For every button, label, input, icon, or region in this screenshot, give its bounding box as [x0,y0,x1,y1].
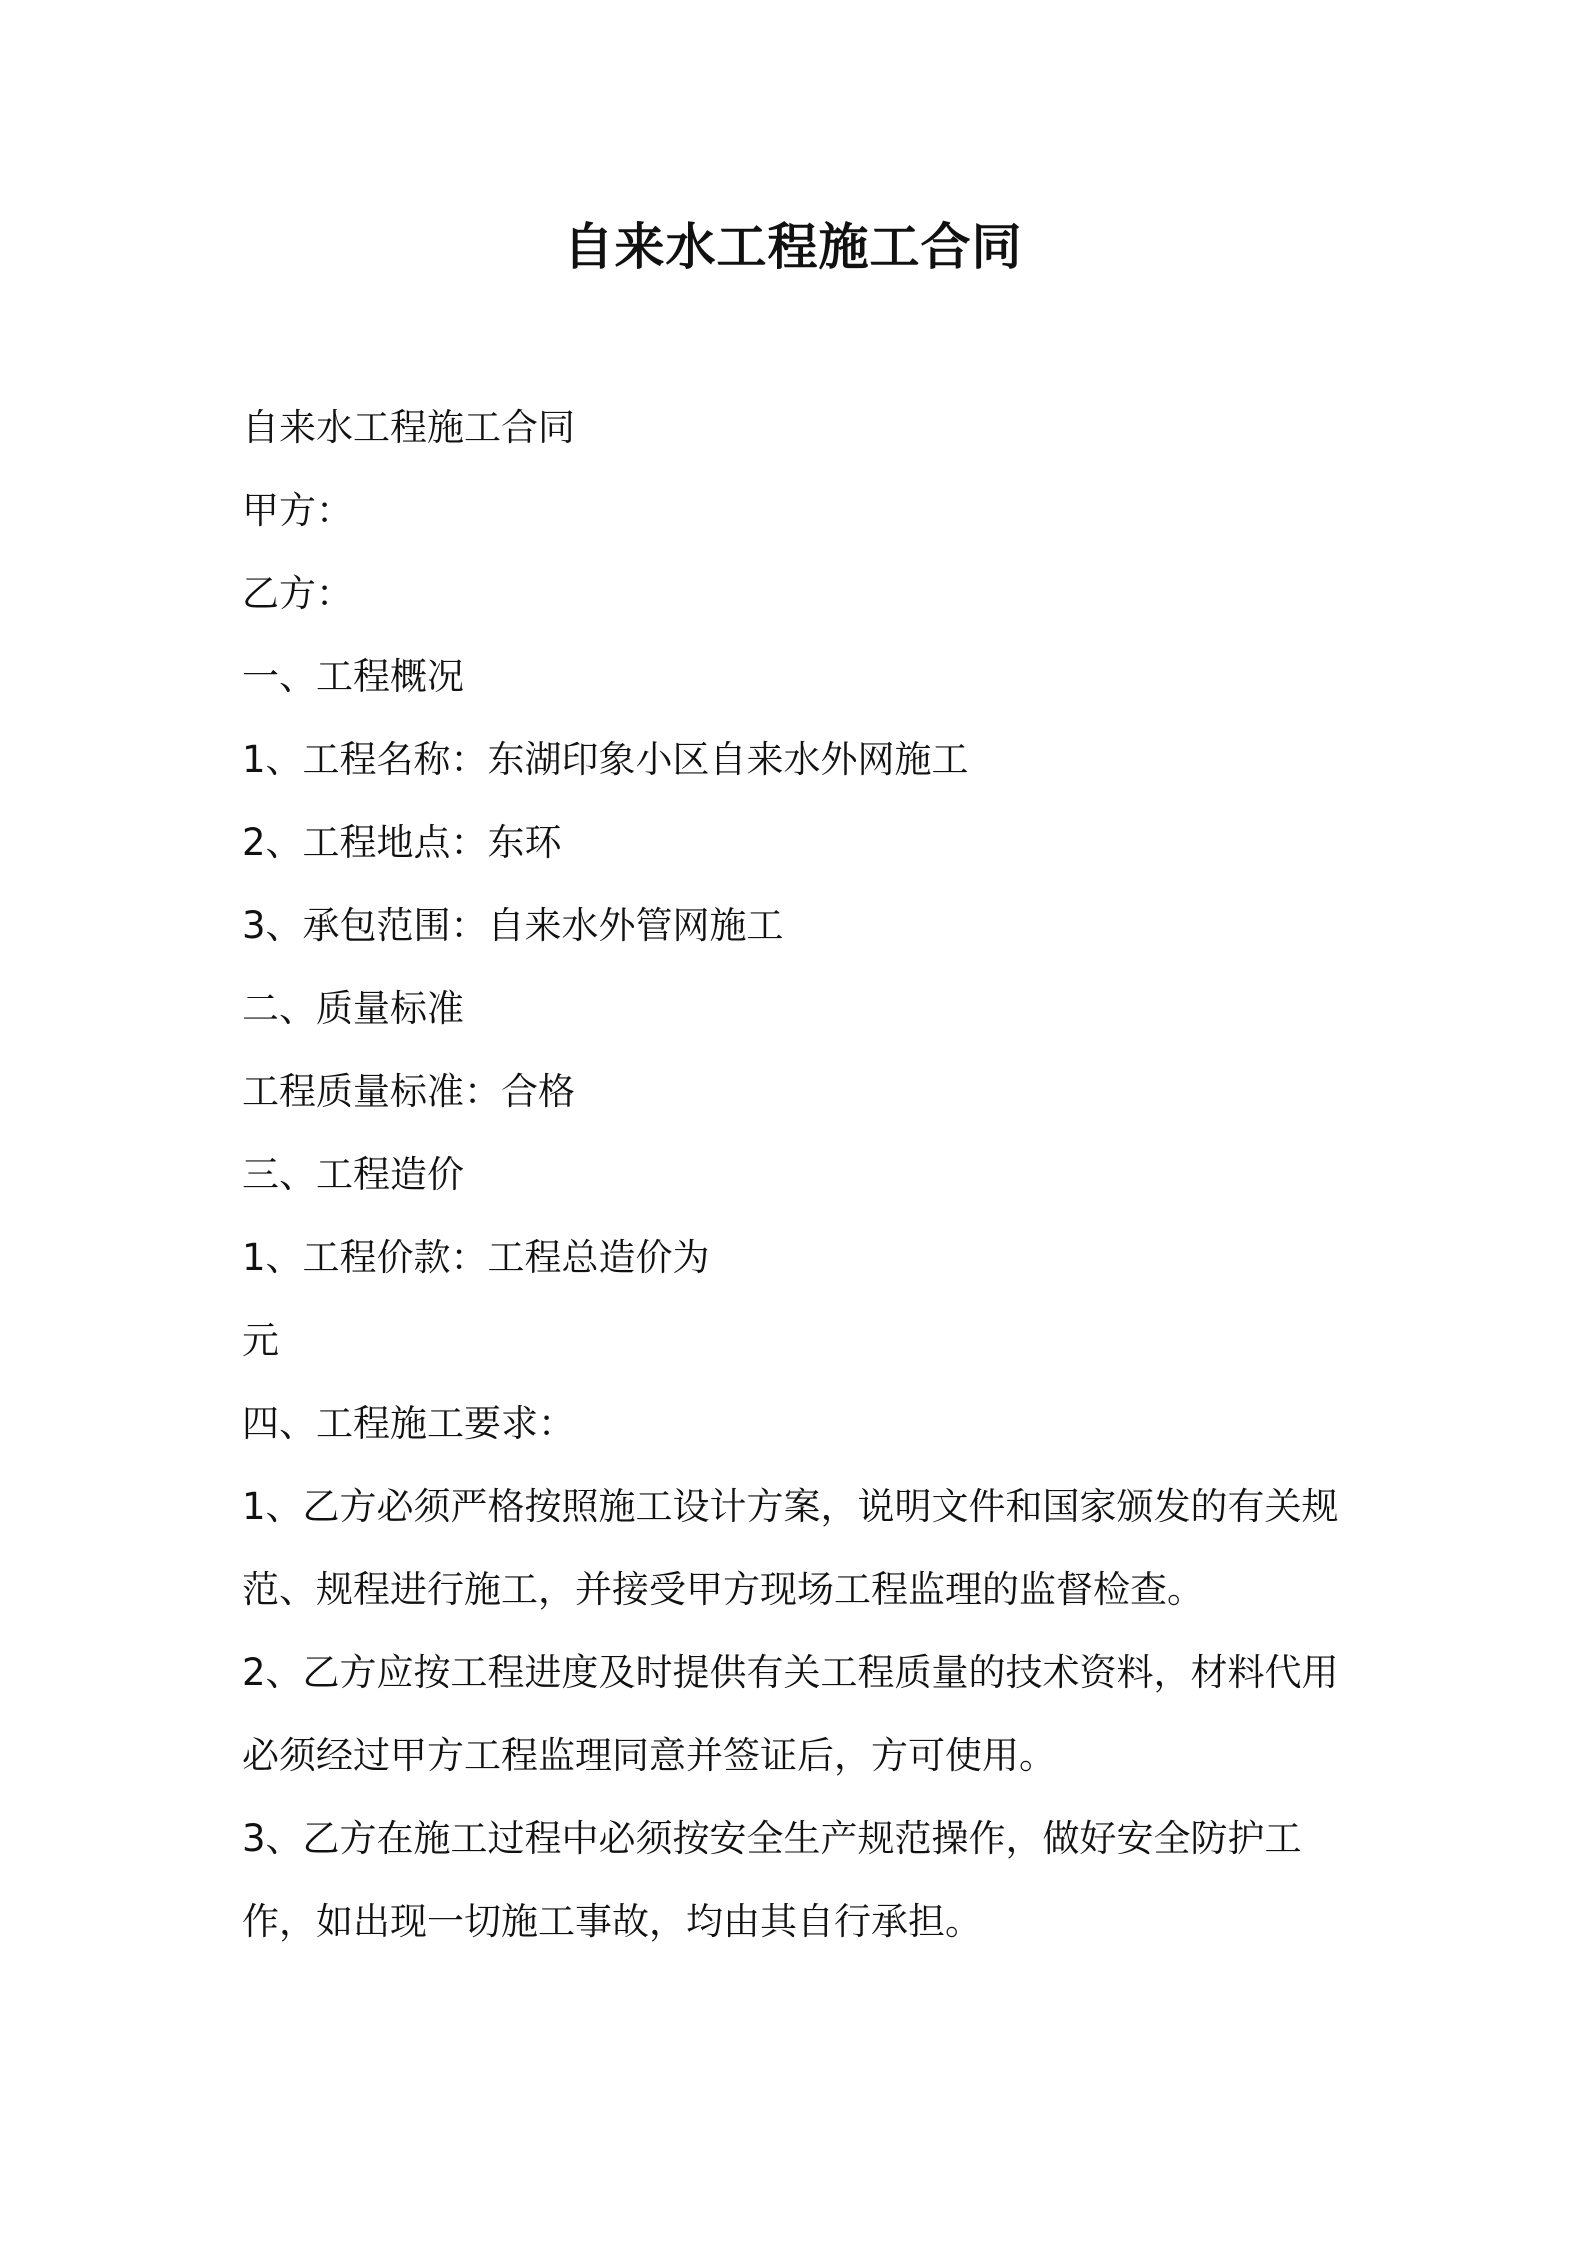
document-body [242,404,1372,1963]
party-a-line: 甲方： [242,489,353,532]
document-title: 自来水工程施工合同 [563,218,1023,276]
section-heading-quality: 二、质量标准 [242,987,464,1030]
quality-standard-line: 工程质量标准：合格 [242,1070,575,1113]
contract-name-line: 自来水工程施工合同 [242,406,575,449]
currency-unit-line: 元 [242,1319,279,1362]
contract-scope-line: 3、承包范围：自来水外管网施工 [242,904,784,947]
project-price-line: 1、工程价款：工程总造价为 [242,1236,710,1279]
section-heading-overview: 一、工程概况 [242,655,464,698]
party-b-line: 乙方： [242,572,353,615]
requirement-paragraph-3: 3、乙方在施工过程中必须按安全生产规范操作，做好安全防护工作，如出现一切施工事故，均由其自行承担。 [242,1817,1302,1943]
requirement-paragraph-2: 2、乙方应按工程进度及时提供有关工程质量的技术资料，材料代用必须经过甲方工程监理同意并签证后，方可使用。 [242,1651,1339,1777]
section-heading-cost: 三、工程造价 [242,1153,464,1196]
project-location-line: 2、工程地点：东环 [242,821,562,864]
project-name-line: 1、工程名称：东湖印象小区自来水外网施工 [242,738,969,781]
section-heading-requirements: 四、工程施工要求： [242,1402,575,1445]
requirement-paragraph-1: 1、乙方必须严格按照施工设计方案，说明文件和国家颁发的有关规范、规程进行施工，并接受甲方现场工程监理的监督检查。 [242,1485,1339,1611]
